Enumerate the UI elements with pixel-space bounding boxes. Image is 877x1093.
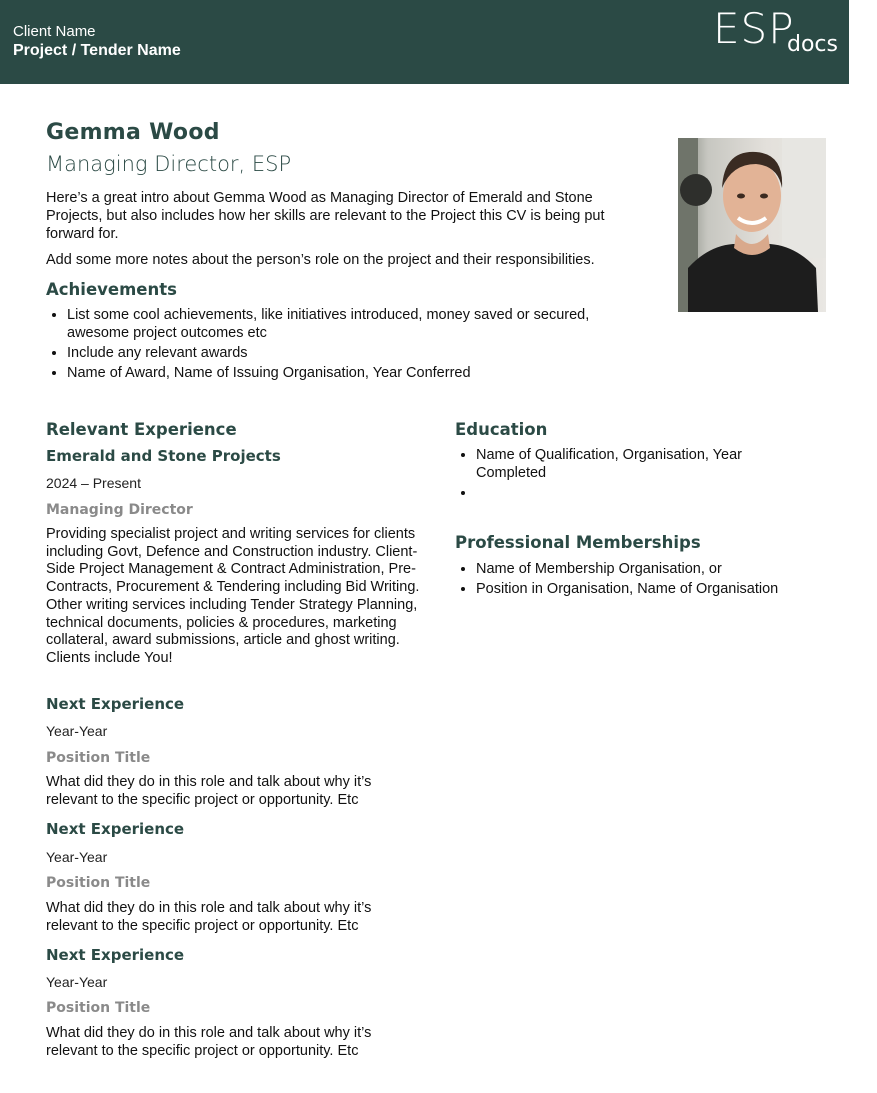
experience-description: What did they do in this role and talk about why it’s relevant to the specific project or opportunity. Etc (46, 1025, 372, 1059)
experience-description: What did they do in this role and talk about why it’s relevant to the specific project or opportunity. Etc (46, 900, 372, 934)
achievements-list (46, 306, 647, 384)
experience-position: Managing Director (46, 502, 193, 518)
esp-docs-logo (713, 4, 838, 57)
education-list (455, 446, 796, 504)
header-gap (849, 0, 877, 84)
experience-position: Position Title (46, 1000, 151, 1016)
project-name: Project / Tender Name (13, 42, 181, 59)
experience-position: Position Title (46, 750, 151, 766)
experience-dates: 2024 – Present (46, 475, 141, 491)
experience-description: What did they do in this role and talk about why it’s relevant to the specific project or opportunity. Etc (46, 774, 372, 808)
experience-dates: Year-Year (46, 723, 108, 739)
list-item: • Include any relevant awards (67, 344, 647, 362)
experience-company: Next Experience (46, 695, 185, 713)
role-notes-paragraph: Add some more notes about the person’s role on the project and their responsibilities. (46, 252, 595, 268)
portrait-illustration (678, 138, 826, 312)
intro-paragraph: Here’s a great intro about Gemma Wood as Managing Director of Emerald and Stone Projects, but also includes how her skills are relevant to the Project this CV is being put forward for. (46, 190, 605, 242)
experience-heading: Relevant Experience (46, 420, 237, 439)
logo-main-text: ESP (713, 4, 795, 53)
list-item (476, 484, 796, 502)
experience-dates: Year-Year (46, 849, 108, 865)
experience-description: Providing specialist project and writing services for clients including Govt, Defence and Construction industry. Client-Side Project Management & Contract Administration, Pre-Contracts, Procurement & Tendering including Bid Writing. Other writing services including Tender Strategy Planning, technical documents, policies & procedures, marketing collateral, award submissions, article and ghost writing. Clients include You! (46, 526, 420, 666)
experience-company: Next Experience (46, 820, 185, 838)
list-item: • Position in Organisation, Name of Organisation (476, 580, 876, 598)
experience-dates: Year-Year (46, 974, 108, 990)
list-item: • Name of Award, Name of Issuing Organisation, Year Conferred (67, 364, 647, 382)
person-name: Gemma Wood (46, 120, 220, 145)
person-role: Managing Director, ESP (46, 152, 292, 176)
education-heading: Education (455, 420, 548, 439)
memberships-heading: Professional Memberships (455, 533, 701, 552)
list-item: • Name of Membership Organisation, or (476, 560, 876, 578)
experience-company: Next Experience (46, 946, 185, 964)
list-item: • Name of Qualification, Organisation, Year Completed (476, 446, 796, 482)
profile-photo (678, 138, 826, 312)
memberships-list (455, 560, 876, 600)
client-name: Client Name (13, 23, 96, 40)
experience-company: Emerald and Stone Projects (46, 447, 281, 465)
experience-position: Position Title (46, 875, 151, 891)
achievements-heading: Achievements (46, 280, 177, 299)
logo-sub-text: docs (787, 32, 838, 57)
header-bar (0, 0, 849, 84)
list-item: • List some cool achievements, like initiatives introduced, money saved or secured, awesome project outcomes etc (67, 306, 647, 342)
